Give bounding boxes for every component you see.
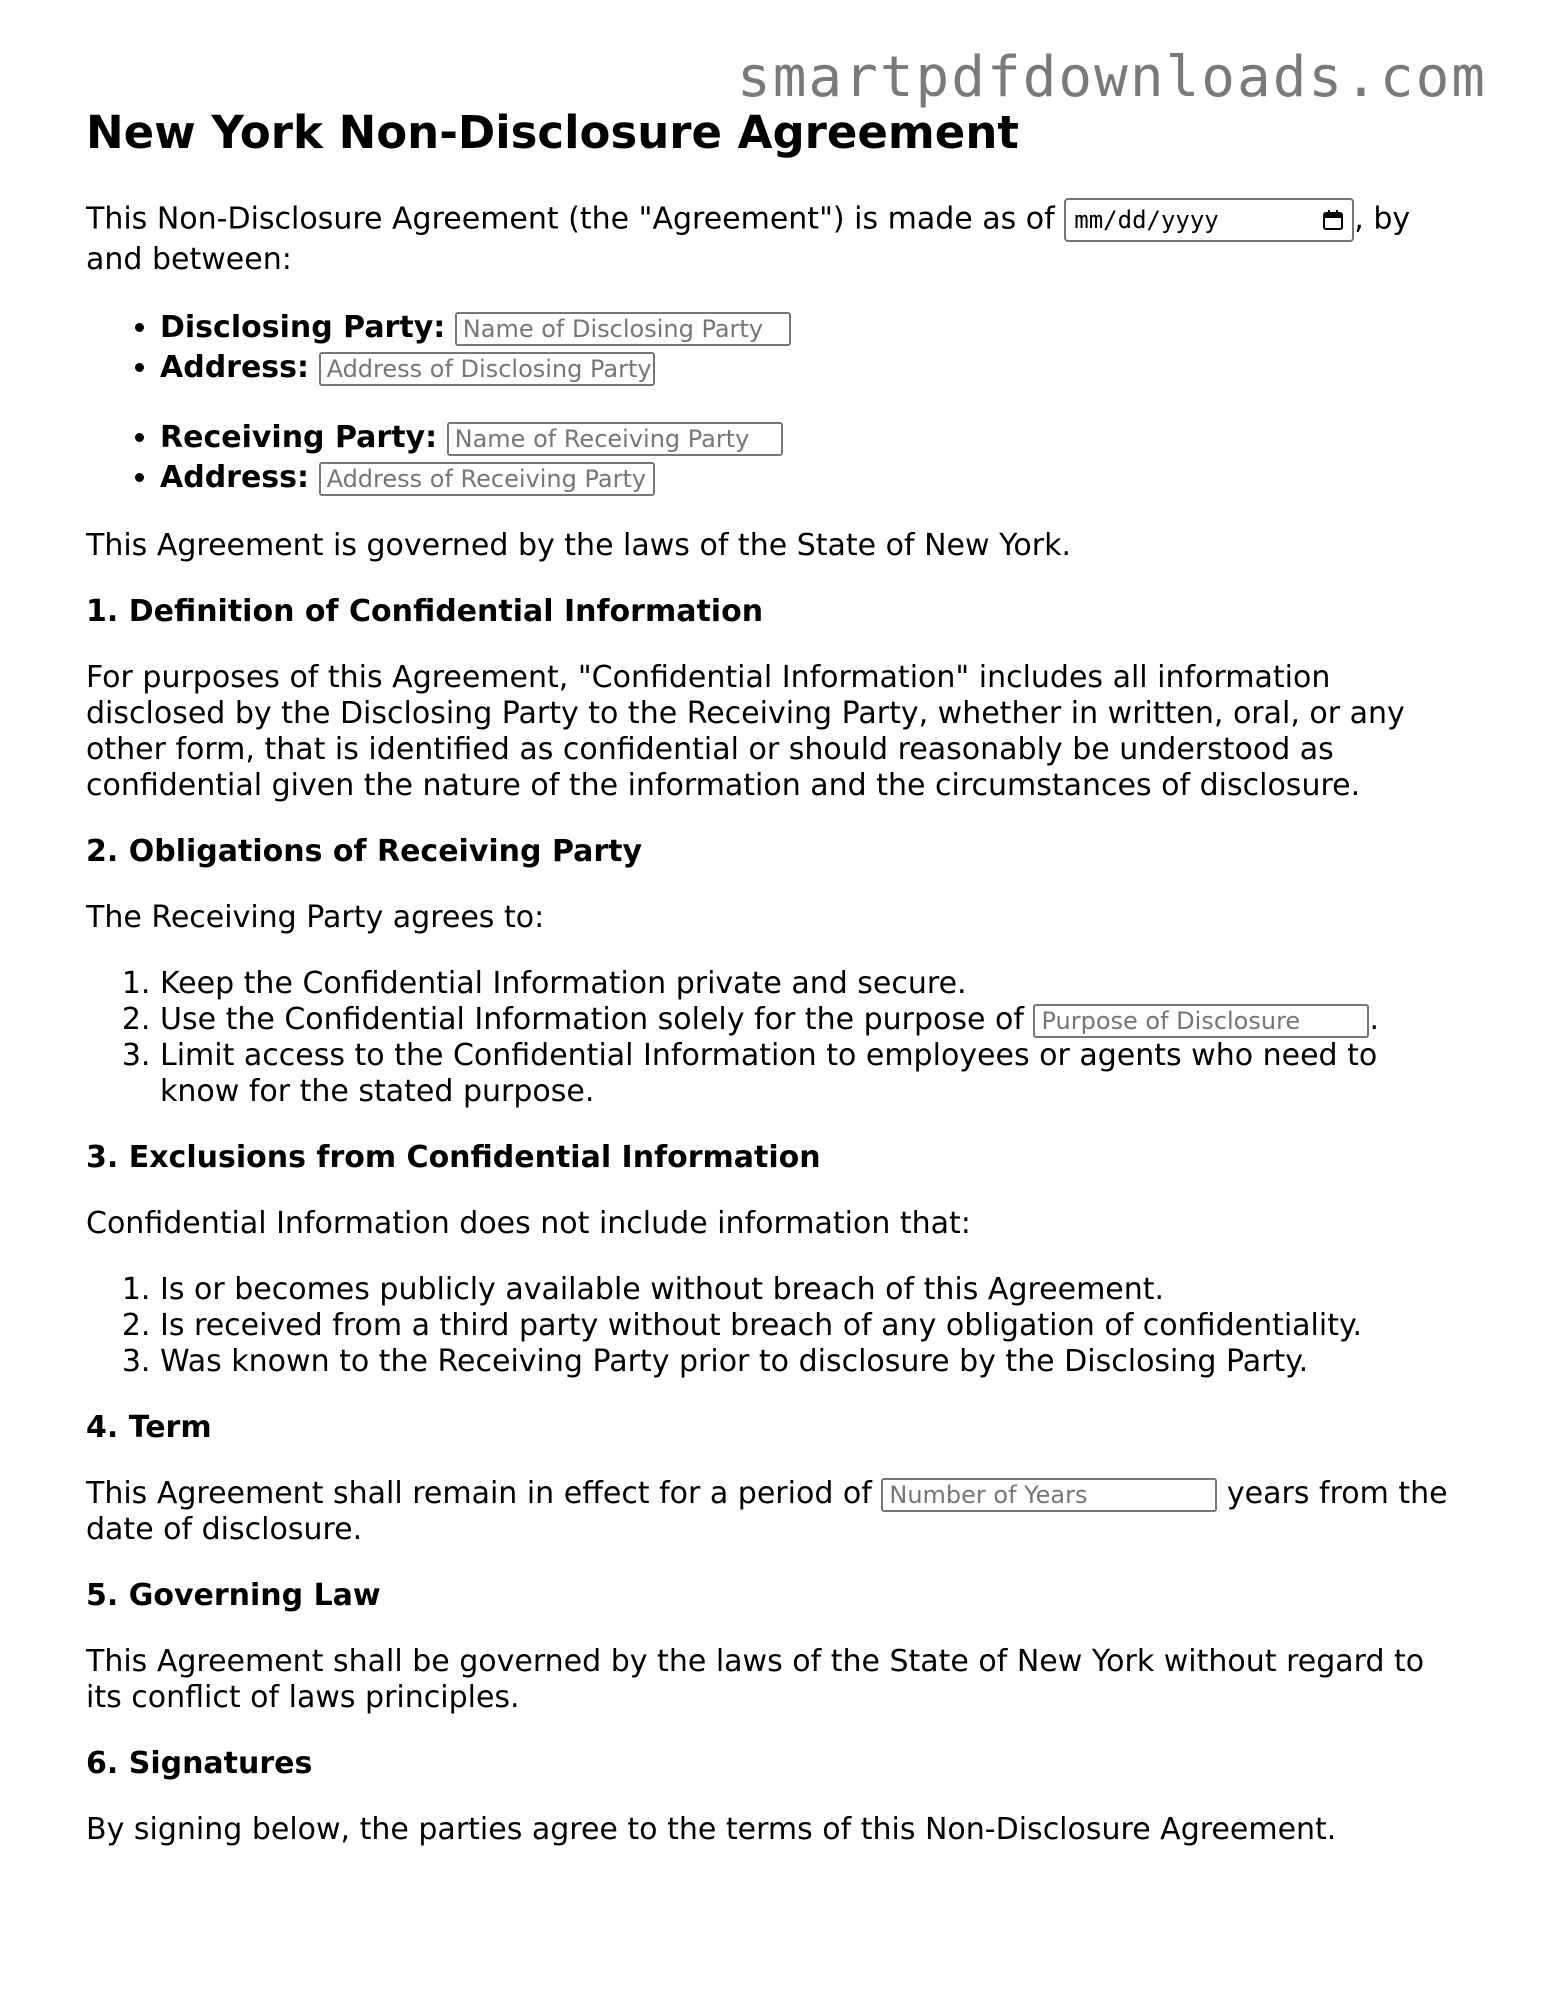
calendar-icon[interactable] xyxy=(1322,209,1344,231)
section-2-heading: 2. Obligations of Receiving Party xyxy=(86,834,643,869)
term-text-before: This Agreement shall remain in effect for a period of xyxy=(86,1476,882,1511)
list-item xyxy=(160,458,1466,498)
section-4-body xyxy=(86,1476,1466,1548)
list-item: 2. Is received from a third party without breach of any obligation of confidentiality. xyxy=(160,1308,1466,1344)
section-5-heading: 5. Governing Law xyxy=(86,1578,381,1613)
list-item xyxy=(160,418,1466,458)
list-item: 1. Keep the Confidential Information private and secure. xyxy=(160,966,1466,1002)
section-1-heading: 1. Definition of Confidential Information xyxy=(86,594,764,629)
watermark: smartpdfdownloads.com xyxy=(736,45,1487,110)
purpose-text-after: . xyxy=(1369,1002,1379,1037)
document-page xyxy=(86,106,1466,1878)
number-of-years-input[interactable]: Number of Years xyxy=(881,1478,1217,1512)
governed-statement: This Agreement is governed by the laws of the State of New York. xyxy=(86,528,1072,563)
list-item: 1. Is or becomes publicly available without breach of this Agreement. xyxy=(160,1272,1466,1308)
list-item xyxy=(160,308,1466,348)
section-2-intro: The Receiving Party agrees to: xyxy=(86,900,545,935)
page-title: New York Non-Disclosure Agreement xyxy=(86,106,1019,159)
disclosing-party-list xyxy=(86,308,1466,388)
section-5-body: This Agreement shall be governed by the laws of the State of New York without regard to its conflict of laws principles. xyxy=(86,1644,1425,1715)
intro-paragraph xyxy=(86,198,1466,278)
list-item: 3. Was known to the Receiving Party prior to disclosure by the Disclosing Party. xyxy=(160,1344,1466,1380)
disclosing-address-label: Address: xyxy=(160,350,310,385)
receiving-party-label: Receiving Party: xyxy=(160,420,438,455)
date-placeholder: mm/dd/yyyy xyxy=(1074,206,1219,234)
section-1-body: For purposes of this Agreement, "Confidential Information" includes all information disclosed by the Disclosing Party to the Receiving Party, whether in written, oral, or any other form, that is identified as confidential or should reasonably be understood as confidential given the nature of the information and the circumstances of disclosure. xyxy=(86,660,1405,803)
list-item: 3. Limit access to the Confidential Information to employees or agents who need to know for the stated purpose. xyxy=(160,1038,1466,1110)
section-6-heading: 6. Signatures xyxy=(86,1746,313,1781)
receiving-party-list xyxy=(86,418,1466,498)
intro-text-before: This Non-Disclosure Agreement (the "Agreement") is made as of xyxy=(86,201,1065,237)
purpose-of-disclosure-input[interactable]: Purpose of Disclosure xyxy=(1033,1004,1369,1038)
disclosing-party-address-input[interactable]: Address of Disclosing Party xyxy=(319,352,655,386)
receiving-party-address-input[interactable]: Address of Receiving Party xyxy=(319,462,655,496)
disclosing-party-label: Disclosing Party: xyxy=(160,310,446,345)
section-4-heading: 4. Term xyxy=(86,1410,212,1445)
intro-text-after: , by and between: xyxy=(86,201,1411,277)
disclosing-party-name-input[interactable]: Name of Disclosing Party xyxy=(455,312,791,346)
receiving-party-name-input[interactable]: Name of Receiving Party xyxy=(447,422,783,456)
list-item xyxy=(160,348,1466,388)
purpose-text-before: Use the Confidential Information solely for the purpose of xyxy=(160,1002,1034,1037)
section-3-heading: 3. Exclusions from Confidential Information xyxy=(86,1140,821,1175)
exclusions-list xyxy=(86,1272,1466,1380)
list-item xyxy=(160,1002,1466,1038)
term-text-after: years from the date of disclosure. xyxy=(86,1476,1448,1547)
section-3-intro: Confidential Information does not include information that: xyxy=(86,1206,971,1241)
obligations-list xyxy=(86,966,1466,1110)
section-6-body: By signing below, the parties agree to the terms of this Non-Disclosure Agreement. xyxy=(86,1812,1337,1847)
agreement-date-input[interactable] xyxy=(1064,198,1354,242)
receiving-address-label: Address: xyxy=(160,460,310,495)
